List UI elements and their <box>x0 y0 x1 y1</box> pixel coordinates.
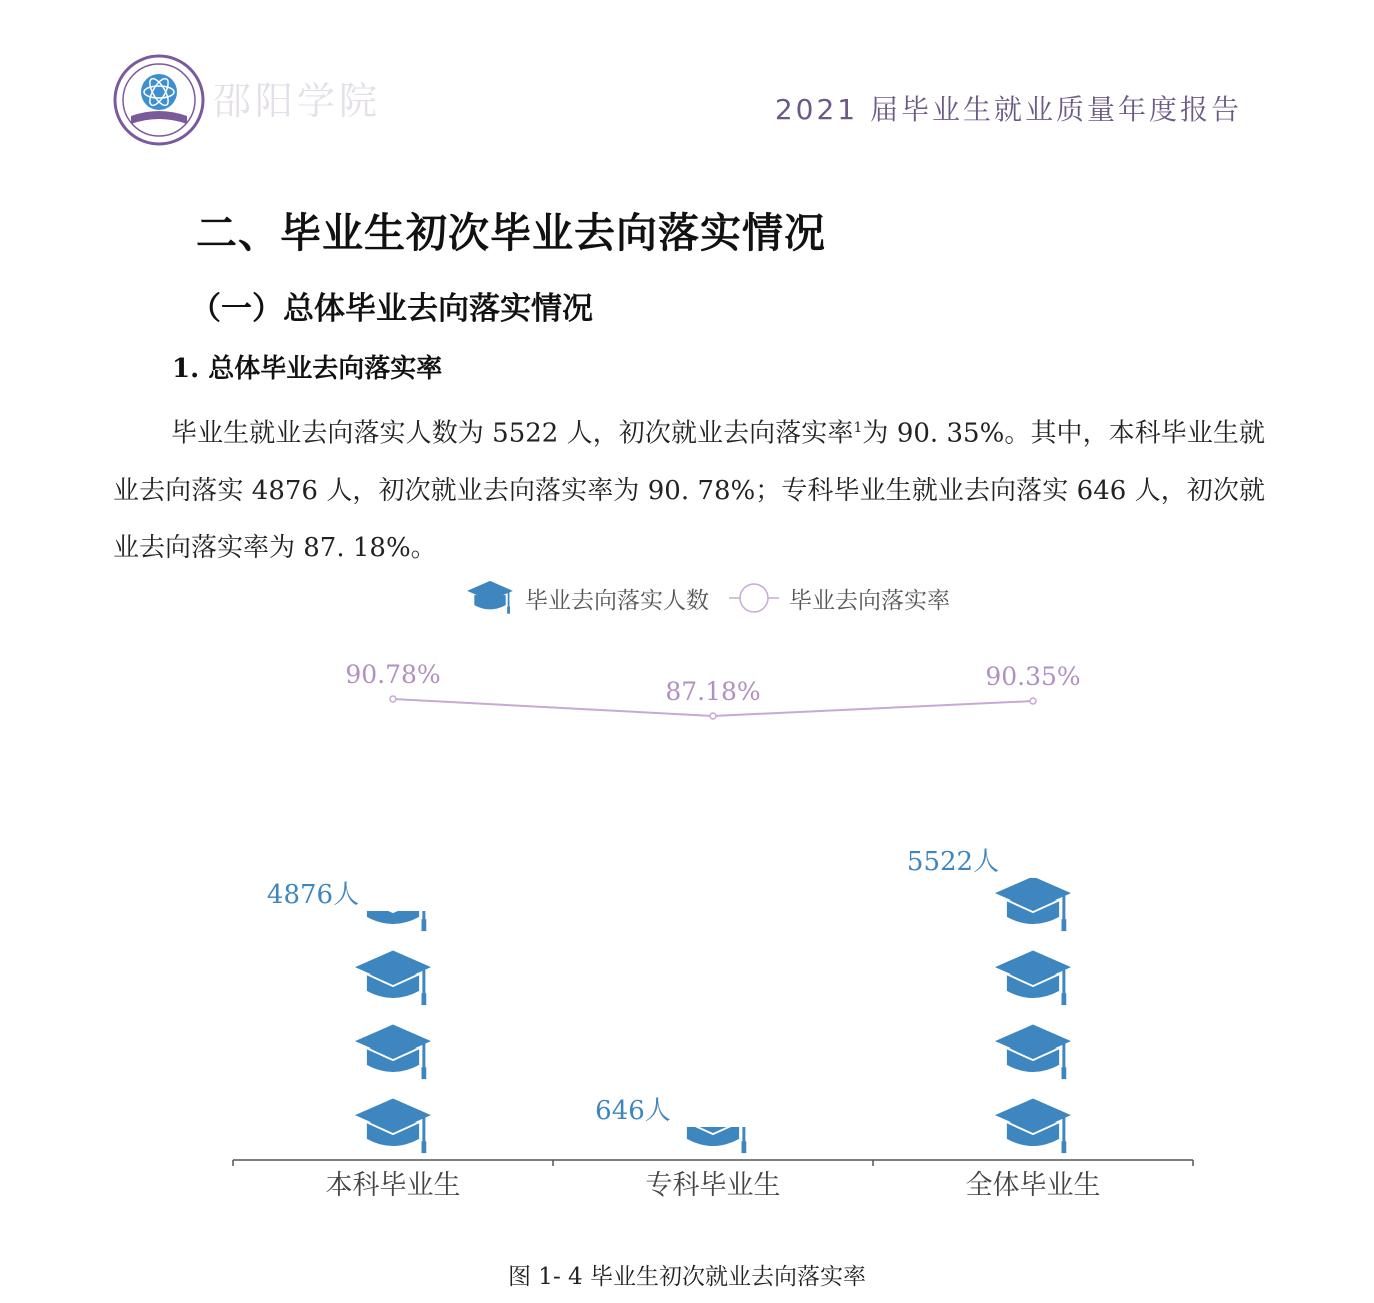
rate-point <box>390 696 396 702</box>
legend-label-count: 毕业去向落实人数 <box>525 587 709 614</box>
count-data-label: 4876人 <box>266 879 360 910</box>
footnote-marker: 1 <box>853 420 863 436</box>
x-axis <box>233 1160 1193 1201</box>
subsection-heading: （一）总体毕业去向落实情况 <box>190 291 593 327</box>
graduation-cap-icon <box>995 1099 1071 1154</box>
count-series <box>267 847 1071 1153</box>
count-data-label: 646人 <box>595 1096 671 1127</box>
logo-watermark: 邵阳学院 <box>213 79 382 123</box>
graduation-cap-icon <box>355 1025 431 1080</box>
legend-label-rate: 毕业去向落实率 <box>789 587 950 614</box>
rate-data-label: 90.35% <box>985 662 1081 692</box>
report-title: 2021 届毕业生就业质量年度报告 <box>774 93 1242 126</box>
graduation-cap-icon <box>995 1025 1071 1080</box>
pictorial-bar <box>595 1096 751 1153</box>
graduation-cap-icon <box>995 877 1071 932</box>
count-data-label: 5522人 <box>906 847 1000 877</box>
rate-data-label: 87.18% <box>665 677 761 706</box>
section-heading: 二、毕业生初次毕业去向落实情况 <box>196 209 826 257</box>
x-tick-label: 专科毕业生 <box>645 1170 781 1201</box>
graduation-cap-icon <box>355 951 431 1006</box>
rate-point <box>710 713 716 719</box>
graduation-cap-icon <box>675 1099 751 1154</box>
pictorial-bar <box>267 877 431 1154</box>
pictorial-bar <box>907 847 1071 1153</box>
graduation-cap-icon <box>995 951 1071 1006</box>
rate-series <box>345 660 1080 719</box>
x-tick-label: 本科毕业生 <box>325 1170 461 1201</box>
graduation-cap-icon <box>355 877 431 932</box>
paragraph-text-part2: 为 90. 35%。其中，本科毕业生就业去向落实 4876 人，初次就业去向落实率为 90. 78%；专科毕业生就业去向落实 646 人，初次就业去向落实率为 87. 18%。 <box>113 418 1265 563</box>
rate-point <box>1030 698 1036 704</box>
x-tick-label: 全体毕业生 <box>965 1170 1101 1201</box>
item-heading: 1. 总体毕业去向落实率 <box>172 354 443 384</box>
paragraph-text-part1: 毕业生就业去向落实人数为 5522 人，初次就业去向落实率 <box>171 418 854 449</box>
rate-data-label: 90.78% <box>345 660 441 689</box>
figure-caption: 图 1- 4 毕业生初次就业去向落实率 <box>508 1264 866 1290</box>
graduation-cap-icon <box>355 1099 431 1154</box>
